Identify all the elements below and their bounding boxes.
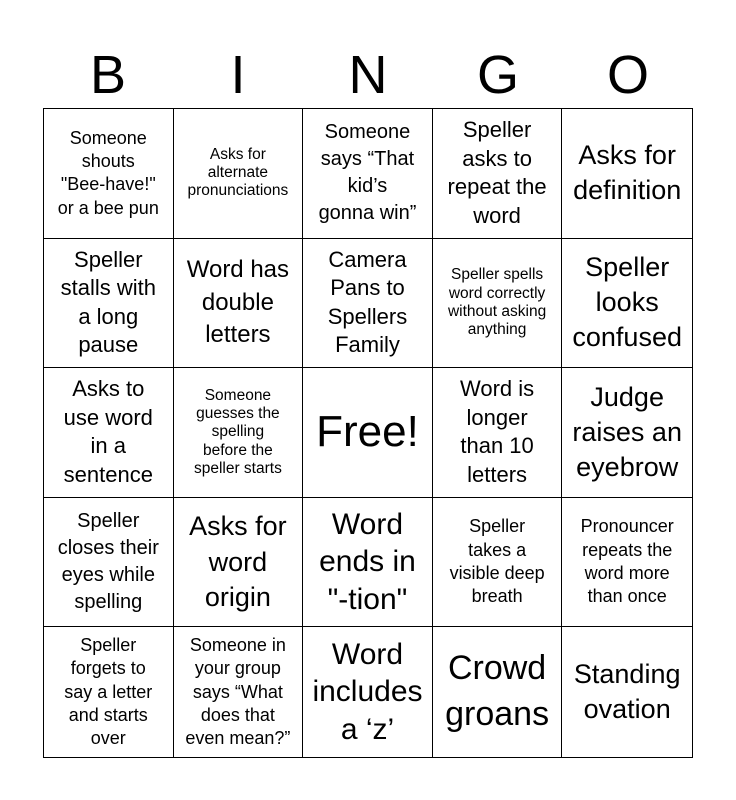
cell-text: Asks for word origin [189,511,287,612]
free-space-cell[interactable] [303,368,433,498]
cell-text: Speller spells word correctly without asking anything [447,266,547,339]
bingo-cell[interactable] [562,498,692,628]
cell-text: Someone shouts "Bee-have!" or a bee pun [57,127,159,218]
bingo-cell[interactable] [562,109,692,239]
bingo-cell[interactable] [433,498,563,628]
cell-text: Word ends in "-tion" [319,507,416,616]
cell-text: Word includes a ‘z’ [312,637,423,746]
cell-text: Judge raises an eyebrow [572,381,682,483]
bingo-cell[interactable] [433,368,563,498]
header-letter-i: I [230,45,246,105]
header-letter-n: N [348,45,388,105]
bingo-cell[interactable] [174,368,304,498]
cell-text: Speller looks confused [572,252,682,353]
cell-text: Asks for alternate pronunciations [187,145,289,200]
bingo-cell[interactable] [433,627,563,757]
bingo-board [43,108,693,758]
cell-text: Speller closes their eyes while spelling [57,510,159,614]
bingo-cell[interactable] [433,109,563,239]
bingo-cell[interactable] [303,239,433,369]
cell-text: Speller forgets to say a letter and starts over [64,634,153,749]
bingo-cell[interactable] [174,109,304,239]
cell-text: Pronouncer repeats the word more than once [580,516,674,607]
bingo-cell[interactable] [44,627,174,757]
header-letter-b: B [89,45,127,105]
cell-text: Someone in your group says “What does that even mean?” [185,634,291,749]
bingo-cell[interactable] [44,109,174,239]
cell-text: Crowd groans [445,649,550,734]
bingo-cell[interactable] [303,627,433,757]
cell-text: Word has double letters [186,256,290,349]
cell-text: Speller takes a visible deep breath [449,516,545,607]
bingo-cell[interactable] [303,109,433,239]
bingo-header [43,42,693,108]
cell-text: Camera Pans to Spellers Family [327,246,408,358]
bingo-cell[interactable] [174,498,304,628]
cell-text: Someone guesses the spelling before the speller starts [193,386,282,477]
cell-text: Asks for definition [573,140,682,206]
bingo-cell[interactable] [174,627,304,757]
bingo-cell[interactable] [174,239,304,369]
bingo-cell[interactable] [433,239,563,369]
cell-text: Standing ovation [573,659,681,725]
header-letter-o: O [606,45,649,105]
bingo-cell[interactable] [562,368,692,498]
cell-text: Speller stalls with a long pause [60,246,156,358]
bingo-cell[interactable] [562,239,692,369]
cell-text: Speller asks to repeat the word [447,117,547,228]
bingo-cell[interactable] [44,239,174,369]
cell-text: Someone says “That kid’s gonna win” [318,121,417,225]
bingo-cell[interactable] [44,368,174,498]
bingo-cell[interactable] [303,498,433,628]
header-letter-g: G [476,45,519,105]
bingo-cell[interactable] [44,498,174,628]
cell-text: Asks to use word in a sentence [63,376,153,488]
cell-text: Word is longer than 10 letters [460,376,535,488]
bingo-cell[interactable] [562,627,692,757]
free-space-text: Free! [316,407,419,457]
